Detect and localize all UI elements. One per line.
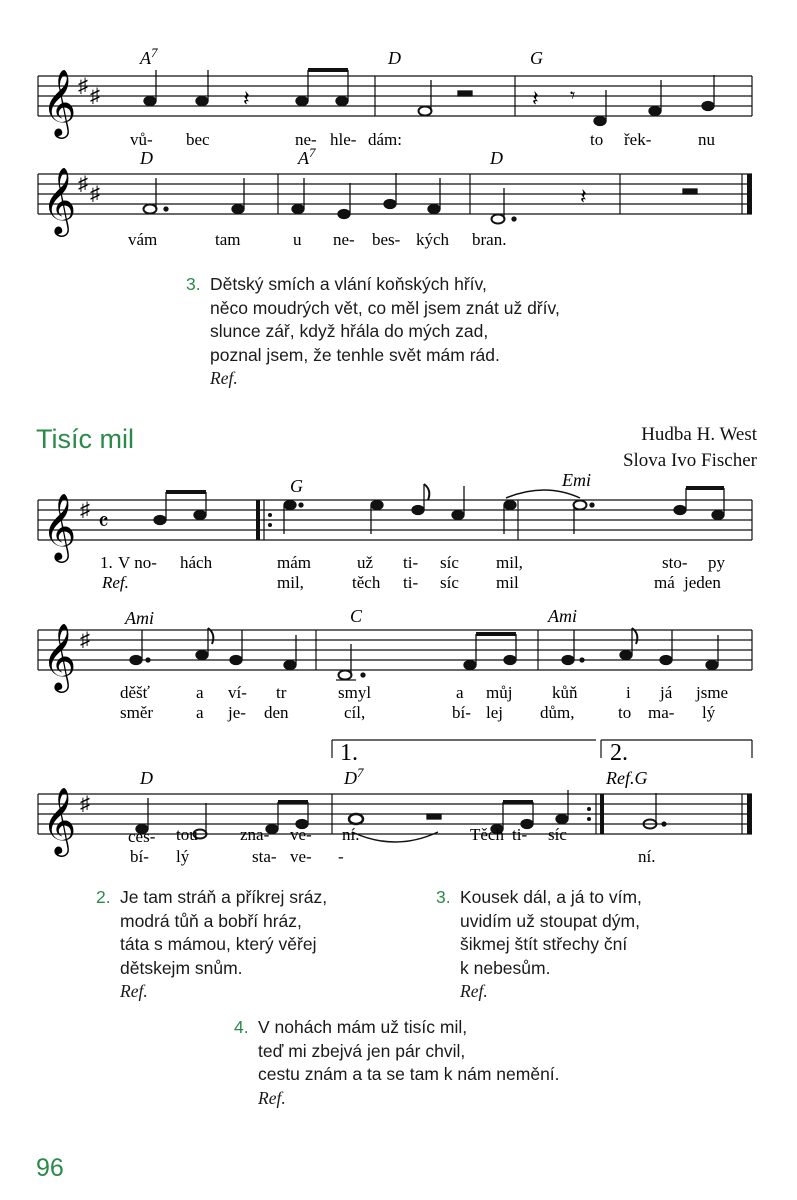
chord-label: G <box>530 48 543 68</box>
lyric-syllable: zna- <box>240 825 270 844</box>
lyric-syllable: cíl, <box>344 703 366 722</box>
verse-line: slunce zář, když hřála do mých zad, <box>210 321 489 341</box>
lyric-syllable: bec <box>186 130 210 149</box>
lyric-syllable: den <box>264 703 289 722</box>
lyric-syllable: tam <box>215 230 241 249</box>
lyric-syllable: mám <box>277 553 311 572</box>
lyric-syllable: smyl <box>338 683 372 702</box>
music-credit: Hudba H. West <box>641 424 757 445</box>
lyric-syllable: kůň <box>552 683 578 702</box>
lyric-syllable: ma- <box>648 703 675 722</box>
lyric-syllable: bran. <box>472 230 507 249</box>
chord-label: $D^7$ <box>344 765 364 788</box>
lyric-syllable: - <box>338 847 344 866</box>
lyric-syllable: nu <box>698 130 715 149</box>
chord-label: $A^7$ <box>298 145 316 168</box>
verse-line: modrá tůň a bobří hráz, <box>120 910 302 931</box>
lyric-syllable: lej <box>486 703 503 722</box>
staff-system-1 <box>0 470 797 600</box>
lyric-syllable: mil, <box>277 573 304 592</box>
lyric-syllable: kých <box>416 230 450 249</box>
staff-system-3-lyrics <box>0 822 797 882</box>
lyric-syllable: i <box>626 683 631 702</box>
verse-number: 3. <box>186 274 201 294</box>
svg-text:♯: ♯ <box>90 183 100 205</box>
verse-line: táta s mámou, který věřej <box>120 934 317 954</box>
treble-clef-icon: 𝄞 <box>42 788 77 853</box>
chord-label: Ami <box>548 606 577 626</box>
verse-2 <box>96 886 327 1004</box>
svg-text:𝄽: 𝄽 <box>532 86 539 111</box>
lyric-syllable: u <box>293 230 302 249</box>
staff-system-prev-1 <box>0 40 797 160</box>
chord-label: Emi <box>562 470 591 490</box>
lyric-syllable: síc <box>440 553 459 572</box>
lyric-syllable: vám <box>128 230 158 249</box>
treble-clef-icon: 𝄞 <box>42 168 77 233</box>
verse-line: uvidím už stoupat dým, <box>460 910 640 931</box>
lyric-syllable: řek- <box>624 130 652 149</box>
lyric-syllable: a <box>456 683 464 702</box>
chord-label: Ref.G <box>606 768 648 788</box>
svg-text:♯: ♯ <box>90 85 100 107</box>
svg-text:♯: ♯ <box>80 793 90 815</box>
refrain-marker: Ref. <box>258 1087 286 1108</box>
lyric-syllable: a <box>196 703 204 722</box>
verse-number: 3. <box>436 887 451 907</box>
lyric-syllable: ne- <box>333 230 355 249</box>
verse-line: cestu znám a ta se tam k nám nemění. <box>258 1064 560 1084</box>
lyric-syllable: py <box>708 553 725 572</box>
chord-label: D <box>388 48 401 68</box>
staff-system-2 <box>0 600 797 730</box>
staff-system-prev-2 <box>0 145 797 268</box>
lyric-syllable: bí- <box>130 847 149 866</box>
common-time-icon: 𝄴 <box>98 510 109 536</box>
lyric-syllable: ces- <box>128 827 156 846</box>
lyric-syllable: ní. <box>342 825 360 844</box>
treble-clef-icon: 𝄞 <box>42 494 77 559</box>
svg-text:𝄾: 𝄾 <box>570 85 576 107</box>
chord-label: D <box>140 148 153 168</box>
treble-clef-icon: 𝄞 <box>42 70 77 135</box>
chord-label: D <box>490 148 503 168</box>
verse-4 <box>234 1016 560 1110</box>
lyric-syllable: síc <box>440 573 459 592</box>
key-signature-icon: ♯ <box>78 75 88 97</box>
lyric-syllable: ví- <box>228 683 247 702</box>
lyric-syllable: těch <box>352 573 381 592</box>
lyric-syllable: a <box>196 683 204 702</box>
page-number: 96 <box>36 1154 64 1182</box>
chord-label: G <box>290 476 303 496</box>
svg-text:♯: ♯ <box>78 173 88 195</box>
svg-text:𝄽: 𝄽 <box>580 184 587 209</box>
lyric-syllable: Těch <box>470 825 504 844</box>
lyric-syllable: dám: <box>368 130 402 149</box>
lyric-syllable: ne- <box>295 130 317 149</box>
lyric-syllable: hách <box>180 553 213 572</box>
lyric-syllable: V no- <box>118 553 157 572</box>
verse-line: něco moudrých vět, co měl jsem znát už dřív, <box>210 297 560 318</box>
refrain-marker: Ref. <box>102 573 129 592</box>
verse-line: Kousek dál, a já to vím, <box>460 887 642 907</box>
refrain-marker: Ref. <box>460 981 488 1001</box>
lyric-syllable: ní. <box>638 847 656 866</box>
lyric-syllable: můj <box>486 683 513 702</box>
verse-line: k nebesům. <box>460 957 551 978</box>
volta-1-label: 1. <box>340 740 358 766</box>
lyric-syllable: to <box>590 130 604 149</box>
verse-line: šikmej štít střechy ční <box>460 934 628 954</box>
song-credits <box>623 422 757 474</box>
verse-line: V nohách mám už tisíc mil, <box>258 1017 468 1037</box>
verse-line: Dětský smích a vlání koňských hřív, <box>210 274 487 294</box>
lyric-syllable: síc <box>548 825 567 844</box>
lyric-syllable: bí- <box>452 703 471 722</box>
lyric-syllable: sto- <box>662 553 688 572</box>
lyric-syllable: lý <box>176 847 190 866</box>
verse-3-prev <box>186 273 560 391</box>
verse-3 <box>436 886 642 1004</box>
lyric-syllable: sta- <box>252 847 277 866</box>
volta-2-label: 2. <box>610 740 628 766</box>
lyric-syllable: tou <box>176 825 198 844</box>
lyric-syllable: 1. <box>100 553 113 572</box>
refrain-marker: Ref. <box>210 368 238 388</box>
lyric-syllable: má <box>654 573 675 592</box>
lyric-syllable: tr <box>276 683 287 702</box>
lyrics-credit: Slova Ivo Fischer <box>622 450 757 471</box>
lyric-syllable: já <box>660 683 673 702</box>
rest-icon: 𝄽 <box>243 86 250 111</box>
lyric-syllable: jeden <box>684 573 721 592</box>
lyric-syllable: bes- <box>372 230 401 249</box>
verse-line: Je tam stráň a příkrej sráz, <box>120 887 328 907</box>
lyric-syllable: děšť <box>120 683 150 702</box>
song-title: Tisíc mil <box>36 424 134 454</box>
key-signature-icon: ♯ <box>80 499 90 521</box>
lyric-syllable: mil, <box>496 553 523 572</box>
lyric-syllable: mil <box>496 573 519 592</box>
verse-line: teď mi zbejvá jen pár chvil, <box>258 1040 466 1061</box>
lyric-syllable: lý <box>702 703 716 722</box>
chord-label: $A^7$ <box>140 45 158 68</box>
verse-line: dětskejm snům. <box>120 957 243 978</box>
verse-line: poznal jsem, že tenhle svět mám rád. <box>210 344 500 365</box>
lyric-syllable: dům, <box>540 703 575 722</box>
lyric-syllable: je- <box>228 703 246 722</box>
lyric-syllable: ti- <box>403 553 419 572</box>
lyric-syllable: ve- <box>290 825 312 844</box>
chord-label: Ami <box>125 608 154 628</box>
lyric-syllable: jsme <box>696 683 729 702</box>
lyric-syllable: vů- <box>130 130 153 149</box>
verse-number: 2. <box>96 887 111 907</box>
chord-label: D <box>140 768 153 788</box>
lyric-syllable: ve- <box>290 847 312 866</box>
lyric-syllable: hle- <box>330 130 357 149</box>
svg-text:♯: ♯ <box>80 629 90 651</box>
lyric-syllable: směr <box>120 703 154 722</box>
chord-label: C <box>350 606 363 626</box>
lyric-syllable: ti- <box>403 573 419 592</box>
verse-number: 4. <box>234 1017 249 1037</box>
lyric-syllable: už <box>357 553 374 572</box>
treble-clef-icon: 𝄞 <box>42 624 77 689</box>
refrain-marker: Ref. <box>120 981 148 1001</box>
tie-icon <box>506 490 580 498</box>
lyric-syllable: ti- <box>512 825 528 844</box>
lyric-syllable: to <box>618 703 632 722</box>
